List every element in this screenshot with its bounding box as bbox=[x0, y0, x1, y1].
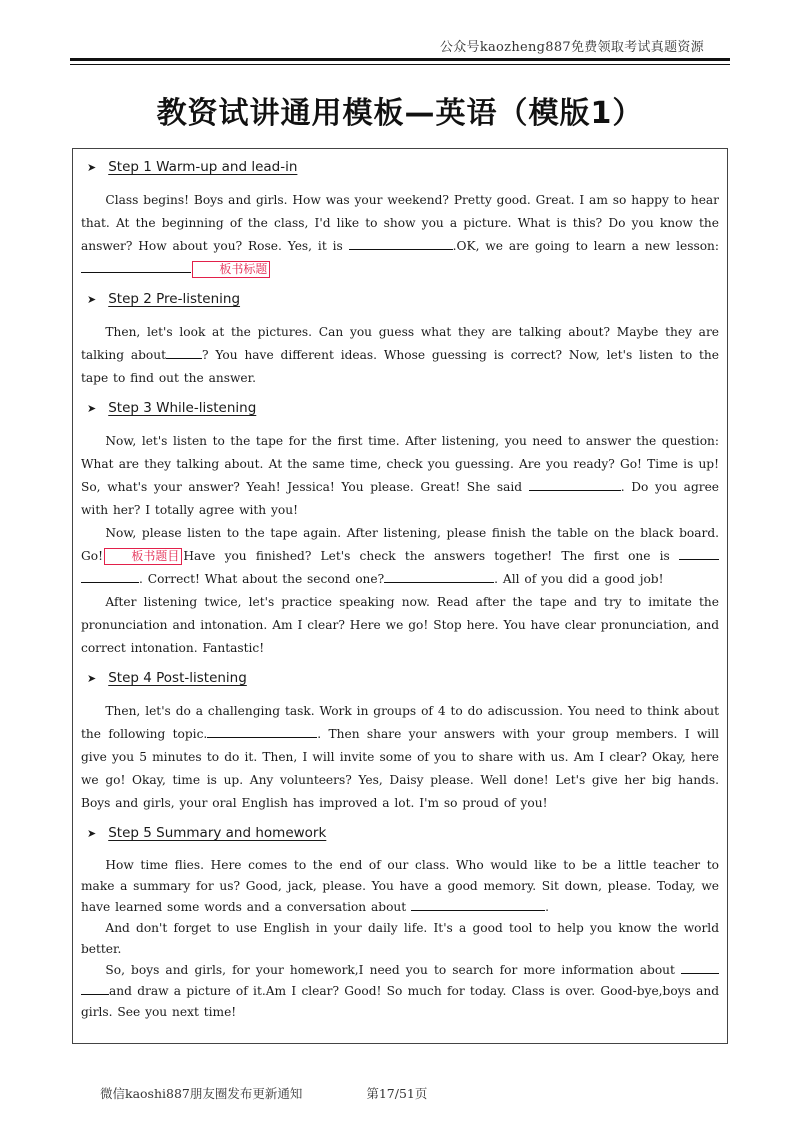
page-number: 第17/51页 bbox=[366, 1086, 428, 1101]
text-run: Now, please listen to the tape again. After listening, please finish the table on the black board. Go! bbox=[81, 526, 719, 563]
answer-blank bbox=[207, 724, 317, 738]
step-label: Step 1 Warm-up and lead-in bbox=[108, 159, 298, 175]
answer-blank bbox=[679, 546, 719, 560]
text-run: and draw a picture of it.Am I clear? Good! So much for today. Class is over. Good-bye,boys and girls. See you next time! bbox=[81, 984, 719, 1019]
answer-blank bbox=[166, 345, 202, 359]
step3-paragraph-1 bbox=[81, 430, 719, 522]
step-label: Step 2 Pre-listening bbox=[108, 291, 241, 307]
step-heading-3 bbox=[81, 400, 719, 416]
step-label: Step 4 Post-listening bbox=[108, 670, 247, 686]
text-run: Class begins! Boys and girls. How was your weekend? Pretty good. Great. I am so happy to hear that. At the beginning of the class, I'd like to show you a picture. What is this? Do you know the answer? How about you? Rose. Yes, it is bbox=[81, 193, 719, 253]
answer-blank bbox=[81, 259, 191, 273]
text-run: Then, let's look at the pictures. Can you guess what they are talking about? Maybe they are talking about bbox=[81, 325, 719, 362]
step3-paragraph-2 bbox=[81, 522, 719, 591]
page-footer bbox=[100, 1084, 427, 1102]
answer-blank bbox=[529, 477, 621, 491]
step-heading-4 bbox=[81, 670, 719, 686]
step5-paragraph-2: And don't forget to use English in your daily life. It's a good tool to help you know the world better. bbox=[81, 921, 719, 956]
text-run: How time flies. Here comes to the end of our class. Who would like to be a little teacher to make a summary for us? Good, jack, please. You have a good memory. Sit down, please. Today, we have learned some words and a conversation about bbox=[81, 858, 719, 914]
text-run: . bbox=[545, 900, 549, 914]
text-run: .OK, we are going to learn a new lesson: bbox=[452, 239, 719, 253]
step5-paragraph-3 bbox=[81, 960, 719, 1023]
step-heading-5 bbox=[81, 825, 719, 841]
step1-paragraph bbox=[81, 189, 719, 281]
header-rule-thin bbox=[70, 64, 730, 65]
step-heading-1 bbox=[81, 159, 719, 175]
arrow-bullet-icon: ➤ bbox=[87, 401, 97, 415]
board-title-tag: 板书标题 bbox=[192, 261, 270, 278]
content-box bbox=[72, 148, 728, 1044]
answer-blank bbox=[349, 236, 453, 250]
header-rule bbox=[70, 58, 730, 61]
step-heading-2 bbox=[81, 291, 719, 307]
text-run: . Then share your answers with your group members. I will give you 5 minutes to do it. Then, I will invite some of you to share with us. Am I clear? Okay, here we go! Okay, time is up. Any volunteers? Yes, Daisy please. Well done! Let's give her big hands. Boys and girls, your oral English has improved a lot. I'm so proud of you! bbox=[81, 727, 719, 810]
text-run: . Correct! What about the second one? bbox=[139, 572, 385, 586]
page-header-text: 公众号kaozheng887免费领取考试真题资源 bbox=[439, 40, 704, 55]
text-run: Have you finished? Let's check the answers together! The first one is bbox=[183, 549, 679, 563]
footer-notice: 微信kaoshi887朋友圈发布更新通知 bbox=[100, 1086, 303, 1101]
text-run: ? You have different ideas. Whose guessing is correct? Now, let's listen to the tape to find out the answer. bbox=[81, 348, 719, 385]
arrow-bullet-icon: ➤ bbox=[87, 671, 97, 685]
text-run: Then, let's do a challenging task. Work in groups of 4 to do adiscussion. You need to think about the following topic. bbox=[81, 704, 719, 741]
text-run: So, boys and girls, for your homework,I need you to search for more information about bbox=[105, 963, 681, 977]
step-label: Step 5 Summary and homework bbox=[108, 825, 327, 841]
page-title: 教资试讲通用模板—英语（模版1） bbox=[156, 96, 644, 131]
step2-paragraph bbox=[81, 321, 719, 390]
text-run: Now, let's listen to the tape for the first time. After listening, you need to answer the question: What are they talking about. At the same time, check you guessing. Are you ready? Go! Time is up! So, what's your answer? Yeah! Jessica! You please. Great! She said bbox=[81, 434, 719, 494]
text-run: . All of you did a good job! bbox=[494, 572, 664, 586]
arrow-bullet-icon: ➤ bbox=[87, 826, 97, 840]
arrow-bullet-icon: ➤ bbox=[87, 160, 97, 174]
text-run: . Do you agree with her? I totally agree with you! bbox=[81, 480, 719, 517]
step-label: Step 3 While-listening bbox=[108, 400, 257, 416]
step3-paragraph-3: After listening twice, let's practice speaking now. Read after the tape and try to imitate the pronunciation and intonation. Am I clear? Here we go! Stop here. You have clear pronunciation, and correct intonation. Fantastic! bbox=[81, 595, 719, 655]
arrow-bullet-icon: ➤ bbox=[87, 292, 97, 306]
step4-paragraph bbox=[81, 700, 719, 815]
answer-blank bbox=[384, 569, 494, 583]
answer-blank bbox=[81, 569, 139, 583]
answer-blank bbox=[681, 960, 719, 974]
step5-paragraph-1 bbox=[81, 855, 719, 918]
answer-blank bbox=[81, 981, 109, 995]
answer-blank bbox=[411, 897, 545, 911]
board-question-tag: 板书题目 bbox=[104, 548, 182, 565]
